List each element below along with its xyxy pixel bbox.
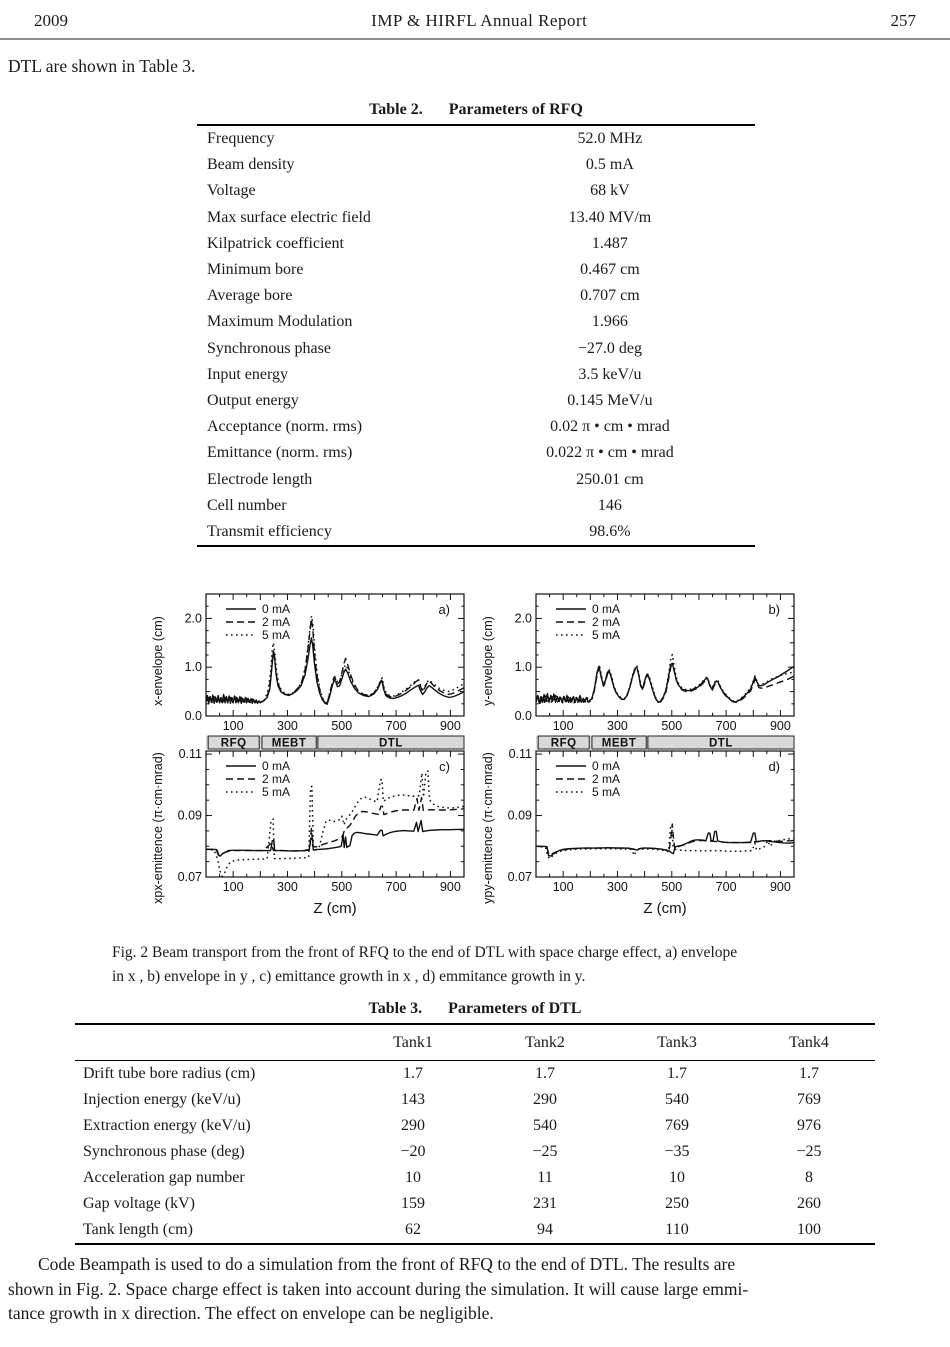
cell-value: 1.7 bbox=[403, 1065, 423, 1082]
table2-section bbox=[197, 101, 755, 547]
header-page-number: 257 bbox=[890, 11, 916, 30]
table-row bbox=[197, 414, 755, 440]
section-label-dtl: DTL bbox=[379, 737, 403, 750]
cell-value: 94 bbox=[537, 1221, 553, 1238]
series-line-0mA bbox=[206, 638, 464, 704]
cell-value: 62 bbox=[405, 1221, 421, 1238]
param-name: Minimum bore bbox=[207, 261, 304, 279]
legend-label: 2 mA bbox=[262, 772, 291, 786]
table-row bbox=[75, 1191, 875, 1217]
table-header-row bbox=[75, 1024, 875, 1061]
y-tick-label: 0.11 bbox=[178, 747, 202, 762]
panel-letter: c) bbox=[439, 759, 450, 774]
series-line-5mA bbox=[206, 771, 464, 876]
param-name: Emittance (norm. rms) bbox=[207, 444, 353, 462]
table-row bbox=[197, 519, 755, 546]
cell-value: 100 bbox=[797, 1221, 821, 1238]
param-name: Gap voltage (kV) bbox=[83, 1195, 195, 1212]
x-tick-label: 700 bbox=[385, 719, 407, 733]
table-row bbox=[197, 257, 755, 283]
cell-value: 769 bbox=[797, 1091, 821, 1108]
panel-letter: d) bbox=[768, 759, 780, 774]
header-year: 2009 bbox=[34, 11, 68, 30]
cell-value: 11 bbox=[537, 1169, 553, 1186]
column-header: Tank1 bbox=[347, 1024, 479, 1061]
column-header: Tank2 bbox=[479, 1024, 611, 1061]
subplot-c-plot bbox=[168, 734, 468, 922]
cell-value: 110 bbox=[665, 1221, 689, 1238]
column-header-empty bbox=[75, 1024, 347, 1061]
subplot-d-ylabel: ypy-emittence (π·cm·mrad) bbox=[481, 752, 495, 904]
param-name: Synchronous phase (deg) bbox=[83, 1143, 245, 1160]
table-row bbox=[75, 1061, 875, 1088]
figure-row-bottom bbox=[148, 734, 798, 922]
table3-title bbox=[75, 1000, 875, 1018]
section-label-mebt: MEBT bbox=[601, 737, 637, 750]
cell-value: 231 bbox=[533, 1195, 557, 1212]
subplot-b-ylabel-box bbox=[478, 588, 498, 734]
x-tick-label: 900 bbox=[769, 719, 791, 733]
cell-value: 540 bbox=[665, 1091, 689, 1108]
param-value: 1.487 bbox=[591, 234, 628, 252]
legend-label: 5 mA bbox=[592, 628, 621, 642]
cell-value: −25 bbox=[532, 1143, 558, 1160]
x-tick-label: 900 bbox=[439, 880, 461, 894]
cell-value: 1.7 bbox=[667, 1065, 687, 1082]
param-value: 98.6% bbox=[589, 522, 631, 540]
table2-title-label: Table 2. bbox=[369, 101, 423, 118]
x-tick-label: 300 bbox=[607, 719, 628, 733]
cell-value: 159 bbox=[401, 1195, 425, 1212]
y-tick-label: 2.0 bbox=[184, 611, 202, 626]
legend-label: 2 mA bbox=[592, 772, 621, 786]
table-row bbox=[197, 283, 755, 309]
section-label-dtl: DTL bbox=[709, 737, 733, 750]
param-value: 0.5 mA bbox=[585, 156, 634, 174]
legend-label: 5 mA bbox=[262, 628, 291, 642]
param-name: Maximum Modulation bbox=[207, 313, 353, 331]
closing-line-3: tance growth in x direction. The effect on envelope can be negligible. bbox=[8, 1303, 494, 1323]
plot-frame bbox=[536, 751, 794, 877]
x-axis-title: Z (cm) bbox=[313, 900, 357, 917]
table-row bbox=[197, 178, 755, 204]
x-tick-label: 900 bbox=[439, 719, 461, 733]
table-row bbox=[75, 1165, 875, 1191]
x-tick-label: 300 bbox=[277, 880, 298, 894]
param-name: Drift tube bore radius (cm) bbox=[83, 1065, 256, 1082]
table3-title-text: Parameters of DTL bbox=[448, 1000, 582, 1017]
param-name: Injection energy (keV/u) bbox=[83, 1091, 241, 1108]
param-name: Output energy bbox=[207, 391, 299, 409]
param-value: 0.022 π • cm • mrad bbox=[546, 444, 674, 462]
param-value: 0.02 π • cm • mrad bbox=[550, 418, 670, 436]
param-name: Tank length (cm) bbox=[83, 1221, 193, 1238]
param-name: Kilpatrick coefficient bbox=[207, 234, 344, 252]
table-row bbox=[197, 336, 755, 362]
param-name: Synchronous phase bbox=[207, 339, 331, 357]
header-title: IMP & HIRFL Annual Report bbox=[371, 11, 588, 30]
cell-value: 143 bbox=[401, 1091, 425, 1108]
figure-row-top bbox=[148, 588, 798, 734]
section-label-mebt: MEBT bbox=[271, 737, 307, 750]
table-row bbox=[197, 205, 755, 231]
cell-value: −35 bbox=[664, 1143, 690, 1160]
y-tick-label: 1.0 bbox=[184, 660, 202, 675]
table-row bbox=[197, 440, 755, 466]
cell-value: 250 bbox=[665, 1195, 689, 1212]
x-tick-label: 500 bbox=[661, 880, 683, 894]
x-tick-label: 300 bbox=[607, 880, 628, 894]
closing-paragraph bbox=[8, 1252, 946, 1326]
plot-frame bbox=[206, 751, 464, 877]
cell-value: 976 bbox=[797, 1117, 821, 1134]
x-tick-label: 900 bbox=[769, 880, 791, 894]
param-value: 3.5 keV/u bbox=[578, 365, 642, 383]
section-label-rfq: RFQ bbox=[550, 737, 577, 750]
table-row bbox=[197, 388, 755, 414]
table3-section bbox=[75, 1000, 875, 1245]
param-name: Transmit efficiency bbox=[207, 522, 332, 540]
y-tick-label: 0.0 bbox=[184, 709, 202, 723]
subplot-a bbox=[148, 588, 468, 734]
table-row bbox=[197, 125, 755, 152]
param-value: 1.966 bbox=[591, 313, 628, 331]
y-tick-label: 0.09 bbox=[507, 808, 532, 823]
y-tick-label: 0.0 bbox=[514, 709, 532, 723]
param-value: −27.0 deg bbox=[577, 339, 642, 357]
x-tick-label: 100 bbox=[552, 719, 574, 733]
param-name: Input energy bbox=[207, 365, 289, 383]
figure-caption-line1: Fig. 2 Beam transport from the front of RFQ to the end of DTL with space charge effect, a) envelope bbox=[112, 944, 738, 961]
param-value: 146 bbox=[597, 496, 622, 514]
subplot-d-ylabel-box bbox=[478, 734, 498, 922]
param-name: Acceptance (norm. rms) bbox=[207, 418, 363, 436]
table-row bbox=[75, 1113, 875, 1139]
cell-value: 10 bbox=[405, 1169, 421, 1186]
table-row bbox=[197, 466, 755, 492]
panel-letter: a) bbox=[438, 602, 450, 617]
param-name: Voltage bbox=[207, 182, 256, 200]
x-tick-label: 500 bbox=[661, 719, 683, 733]
subplot-d-plot bbox=[498, 734, 798, 922]
legend-label: 0 mA bbox=[262, 602, 291, 616]
x-tick-label: 700 bbox=[715, 880, 737, 894]
legend-label: 2 mA bbox=[592, 615, 621, 629]
cell-value: 1.7 bbox=[799, 1065, 819, 1082]
table2 bbox=[197, 124, 755, 547]
section-label-rfq: RFQ bbox=[220, 737, 247, 750]
table2-title-text: Parameters of RFQ bbox=[448, 101, 583, 118]
figure-2 bbox=[148, 588, 798, 922]
closing-line-1: Code Beampath is used to do a simulation from the front of RFQ to the end of DTL. The results are bbox=[38, 1254, 736, 1274]
y-tick-label: 1.0 bbox=[514, 660, 532, 675]
cell-value: 769 bbox=[665, 1117, 689, 1134]
table-row bbox=[197, 493, 755, 519]
table2-title bbox=[197, 101, 755, 119]
figure-caption bbox=[112, 941, 857, 989]
legend-label: 5 mA bbox=[592, 785, 621, 799]
cell-value: 10 bbox=[669, 1169, 685, 1186]
param-value: 0.467 cm bbox=[580, 261, 640, 279]
y-tick-label: 0.11 bbox=[508, 747, 532, 762]
series-line-0mA bbox=[206, 821, 464, 857]
y-tick-label: 0.07 bbox=[507, 870, 532, 884]
subplot-a-ylabel-box bbox=[148, 588, 168, 734]
cell-value: −20 bbox=[400, 1143, 426, 1160]
param-value: 250.01 cm bbox=[576, 470, 644, 488]
legend-label: 5 mA bbox=[262, 785, 291, 799]
table-row bbox=[197, 152, 755, 178]
x-tick-label: 300 bbox=[277, 719, 298, 733]
series-line-2mA bbox=[206, 798, 464, 856]
page-header bbox=[0, 0, 950, 40]
x-tick-label: 100 bbox=[222, 880, 244, 894]
param-name: Frequency bbox=[207, 130, 275, 148]
x-tick-label: 500 bbox=[331, 719, 353, 733]
y-tick-label: 0.09 bbox=[177, 808, 202, 823]
param-value: 0.145 MeV/u bbox=[567, 391, 653, 409]
param-value: 0.707 cm bbox=[580, 287, 640, 305]
param-name: Acceleration gap number bbox=[83, 1169, 245, 1186]
cell-value: 540 bbox=[533, 1117, 557, 1134]
param-name: Extraction energy (keV/u) bbox=[83, 1117, 251, 1134]
cell-value: 260 bbox=[797, 1195, 821, 1212]
table-row bbox=[197, 362, 755, 388]
closing-line-2: shown in Fig. 2. Space charge effect is taken into account during the simulation. It will cause large emmi- bbox=[8, 1278, 749, 1299]
subplot-b-ylabel: y-envelope (cm) bbox=[481, 616, 495, 706]
y-tick-label: 0.07 bbox=[177, 870, 202, 884]
series-line-0mA bbox=[536, 663, 794, 703]
x-tick-label: 700 bbox=[385, 880, 407, 894]
param-name: Average bore bbox=[207, 287, 293, 305]
y-tick-label: 2.0 bbox=[514, 611, 532, 626]
legend-label: 0 mA bbox=[592, 759, 621, 773]
plot-frame bbox=[536, 594, 794, 716]
cell-value: −25 bbox=[796, 1143, 822, 1160]
subplot-b-plot bbox=[498, 588, 798, 734]
legend-label: 0 mA bbox=[262, 759, 291, 773]
param-value: 68 kV bbox=[590, 182, 630, 200]
cell-value: 1.7 bbox=[535, 1065, 555, 1082]
subplot-c-ylabel-box bbox=[148, 734, 168, 922]
table-row bbox=[75, 1139, 875, 1165]
param-value: 52.0 MHz bbox=[577, 130, 643, 148]
x-tick-label: 100 bbox=[552, 880, 574, 894]
cell-value: 290 bbox=[533, 1091, 557, 1108]
table3 bbox=[75, 1023, 875, 1245]
x-tick-label: 500 bbox=[331, 880, 353, 894]
param-name: Max surface electric field bbox=[207, 208, 371, 226]
subplot-a-plot bbox=[168, 588, 468, 734]
figure-caption-line2: in x , b) envelope in y , c) emittance growth in x , d) emmitance growth in y. bbox=[112, 968, 586, 985]
column-header: Tank3 bbox=[611, 1024, 743, 1061]
cell-value: 290 bbox=[401, 1117, 425, 1134]
x-tick-label: 100 bbox=[222, 719, 244, 733]
subplot-c-ylabel: xpx-emittence (π·cm·mrad) bbox=[151, 752, 165, 904]
param-name: Electrode length bbox=[207, 470, 313, 488]
param-name: Beam density bbox=[207, 156, 295, 174]
series-line-5mA bbox=[536, 827, 794, 858]
table-row bbox=[197, 309, 755, 335]
panel-letter: b) bbox=[768, 602, 780, 617]
x-tick-label: 700 bbox=[715, 719, 737, 733]
column-header: Tank4 bbox=[743, 1024, 875, 1061]
series-line-2mA bbox=[536, 665, 794, 703]
subplot-b bbox=[478, 588, 798, 734]
cell-value: 8 bbox=[805, 1169, 813, 1186]
table-row bbox=[197, 231, 755, 257]
table3-title-label: Table 3. bbox=[368, 1000, 423, 1017]
x-axis-title: Z (cm) bbox=[643, 900, 687, 917]
intro-text: DTL are shown in Table 3. bbox=[8, 56, 196, 76]
legend-label: 2 mA bbox=[262, 615, 291, 629]
param-value: 13.40 MV/m bbox=[568, 208, 652, 226]
legend-label: 0 mA bbox=[592, 602, 621, 616]
param-name: Cell number bbox=[207, 496, 287, 514]
subplot-d bbox=[478, 734, 798, 922]
table-row bbox=[75, 1087, 875, 1113]
subplot-a-ylabel: x-envelope (cm) bbox=[151, 616, 165, 706]
subplot-c bbox=[148, 734, 468, 922]
table-row bbox=[75, 1217, 875, 1244]
